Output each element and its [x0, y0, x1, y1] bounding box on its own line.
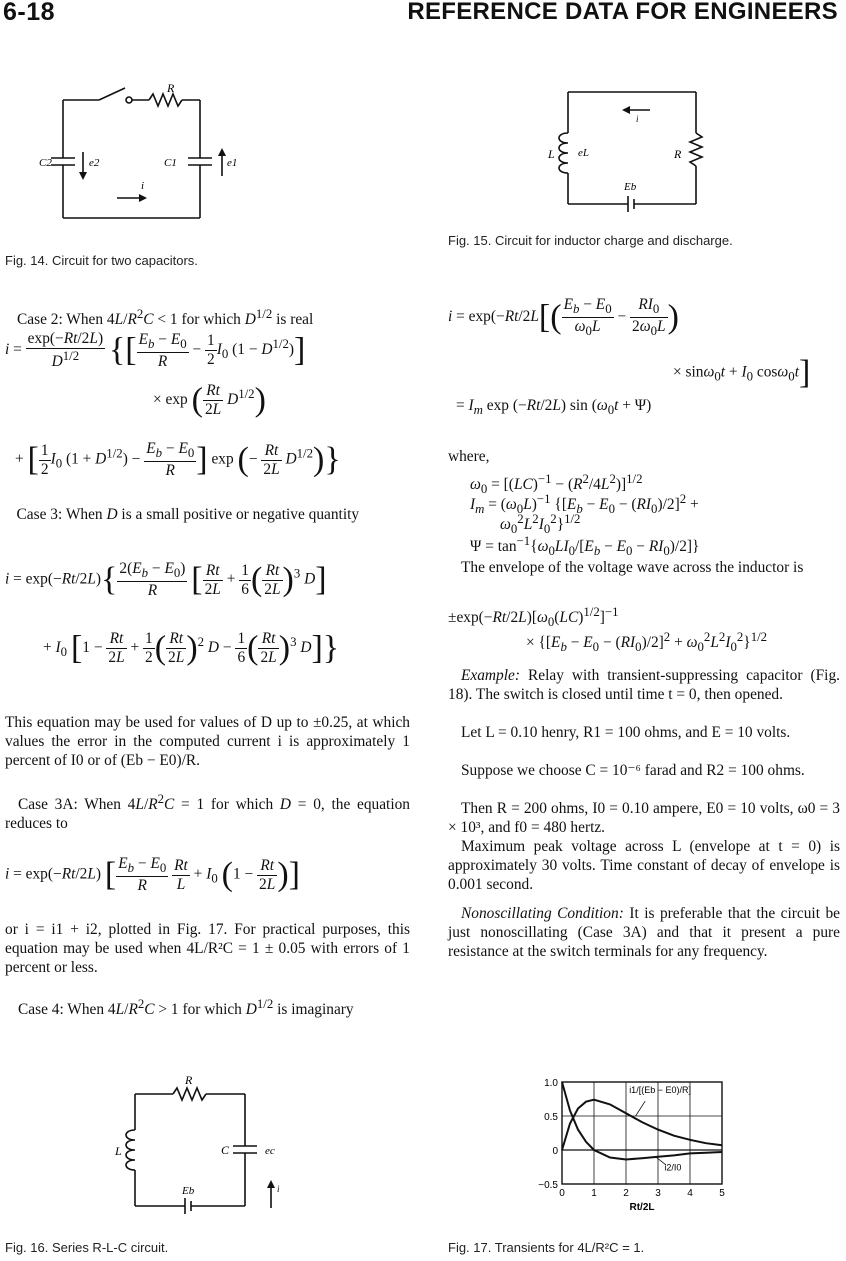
fig17-annotation-i1: i1/[(Eb − E0)/R] — [629, 1084, 691, 1095]
fig14-label-e2: e2 — [89, 157, 100, 169]
example-max: Maximum peak voltage across L (envelope at t = 0) is approximately 30 volts. Time constant of decay of envelope is 0.001 second. — [448, 838, 840, 893]
fig17-x-axis-label: Rt/2L — [629, 1202, 655, 1213]
fig17-y-tick-label: 1.0 — [544, 1078, 558, 1089]
example-label: Example: — [461, 667, 520, 684]
fig16-circuit-diagram — [105, 1070, 305, 1230]
fig14-label-c2: C2 — [39, 157, 52, 169]
envelope-equation-line1: $\pm\exp(-Rt/2L)[\omega_0(LC)^{1/2}]^{-1}$ — [448, 605, 619, 630]
fig14-circuit-diagram — [39, 80, 245, 230]
fig15-label-r: R — [674, 147, 682, 161]
fig14-label-c1: C1 — [164, 157, 177, 169]
definition-psi: $\Psi = \tan^{-1}\{\omega_0LI_0/[E_b - E_0 - RI_0)/2]$} — [470, 534, 700, 559]
example-then: Then R = 200 ohms, I0 = 0.10 ampere, E0 = 10 volts, ω0 = 3 × 10³, and f0 = 480 hertz. — [448, 800, 840, 836]
fig14-caption: Fig. 14. Circuit for two capacitors. — [5, 253, 198, 268]
fig16-label-c: C — [221, 1143, 230, 1157]
definition-im-line1: $I_m = (\omega_0L)^{-1}$ {$[E_b - E_0 - (RI_0)/2]^2$ + — [470, 492, 699, 517]
fig15-label-el: eL — [578, 147, 589, 159]
case2-equation-line2: × exp ( $\frac{Rt}{2L}$ $D^{1/2}$) — [153, 381, 266, 419]
fig17-annotation-leader-1 — [636, 1101, 646, 1116]
fig16-label-r: R — [185, 1073, 193, 1087]
case2-equation-line1: i = $\frac{\exp(-Rt/2L)}{D^{1/2}}$ {[ $\frac{E_b - E_0}{R}$ − $\frac{1}{2}$ $I_0$ $(1 - D^{1/2})$] — [5, 330, 306, 371]
fig15-label-eb: Eb — [624, 181, 637, 193]
fig15-label-i: i — [636, 114, 639, 124]
example-suppose: Suppose we choose C = 10⁻⁶ farad and R2 = 100 ohms. — [461, 762, 805, 779]
nonoscillating-label: Nonoscillating Condition: — [461, 905, 624, 922]
fig15-current-equation-line3: = $I_m$ exp (−Rt/2L) $\sin (\omega_0t + \Psi)$ — [456, 397, 652, 418]
definition-im-line2: $\omega_0^2L^2I_0^2\}^{1/2}$ — [500, 512, 581, 537]
case4-heading: Case 4: When $4L/R^2C > 1$ for which $D^{1/2}$ is imaginary — [18, 997, 354, 1019]
case2-equation-line3: + [ $\frac{1}{2}$ $I_0$ $(1 + D^{1/2})$ − $\frac{E_b - E_0}{R}$ ] exp (− $\frac{Rt}{2L}$ $D^{1/2}$)} — [15, 440, 341, 480]
example-paragraph — [448, 666, 840, 704]
page-header — [0, 0, 846, 30]
running-title: REFERENCE DATA FOR ENGINEERS — [407, 0, 838, 25]
fig17-x-tick-label: 2 — [623, 1188, 629, 1199]
fig15-caption: Fig. 15. Circuit for inductor charge and discharge. — [448, 233, 733, 248]
fig17-chart — [528, 1072, 748, 1222]
fig17-x-tick-label: 0 — [559, 1188, 565, 1199]
where-label: where, — [448, 448, 490, 465]
example-text: Relay with transient-suppressing capacitor (Fig. 18). The switch is closed until time t = 0, then opened. — [448, 667, 840, 703]
fig17-y-tick-label: −0.5 — [538, 1180, 558, 1191]
fig17-caption: Fig. 17. Transients for 4L/R²C = 1. — [448, 1240, 645, 1255]
nonoscillating-text: It is preferable that the circuit be just nonoscillating (Case 3A) and that it present a pure resistance at the switch terminals for any frequency. — [448, 905, 840, 960]
fig16-label-l: L — [115, 1144, 122, 1158]
case3a-equation: i = exp(−Rt/2L) [ $\frac{E_b - E_0}{R}$ $\frac{Rt}{L}$ + $I_0$ (1 − $\frac{Rt}{2L}$ )] — [5, 855, 300, 895]
fig15-circuit-diagram — [548, 78, 748, 228]
paragraph-plotted-fig17: or i = i1 + i2, plotted in Fig. 17. For practical purposes, this equation may be used when 4L/R²C = 1 ± 0.05 with errors of 1 percent or less. — [5, 921, 410, 976]
fig17-y-tick-label: 0 — [552, 1146, 558, 1157]
fig16-label-i: i — [277, 1184, 280, 1194]
fig14-label-i: i — [141, 180, 145, 192]
case3a-heading: Case 3A: When $4L/R^2C = 1$ for which D = 0, the equation reduces to — [5, 792, 410, 833]
fig17-annotation-i2: i2/I0 — [664, 1162, 682, 1173]
fig17-x-tick-label: 4 — [687, 1188, 693, 1199]
fig15-current-equation-line1: i = exp(−Rt/2L[( $\frac{E_b - E_0}{\omega_0L}$ − $\frac{RI_0}{2\omega_0L}$ ) — [448, 296, 679, 339]
fig16-label-eb: Eb — [182, 1185, 195, 1197]
fig17-x-tick-label: 1 — [591, 1188, 597, 1199]
fig17-x-tick-label: 3 — [655, 1188, 661, 1199]
case2-heading: Case 2: When $4L/R^2C < 1$ for which $D^{1/2}$ is real — [17, 307, 314, 329]
fig17-plot-frame — [562, 1082, 722, 1184]
paragraph-error-range: This equation may be used for values of D up to ±0.25, at which values the error in the computed current i is approximately 1 percent of I0 or of (Eb − E0)/R. — [5, 714, 410, 769]
fig16-label-ec: ec — [265, 1145, 275, 1157]
paragraph-envelope: The envelope of the voltage wave across the inductor is — [461, 559, 804, 576]
envelope-equation-line2: × $\{[E_b - E_0 - (RI_0)/2]^2 + \omega_0^2L^2I_0^2\}^{1/2}$ — [526, 630, 768, 655]
fig16-caption: Fig. 16. Series R-L-C circuit. — [5, 1240, 169, 1255]
fig15-label-l: L — [548, 147, 555, 161]
example-let: Let L = 0.10 henry, R1 = 100 ohms, and E = 10 volts. — [461, 724, 791, 741]
nonoscillating-paragraph — [448, 904, 840, 961]
case3-heading: Case 3: When D is a small positive or negative quantity — [5, 506, 360, 523]
case3-equation-line2: + $I_0$ [1 − $\frac{Rt}{2L}$ + $\frac{1}{2}$ ( $\frac{Rt}{2L}$ )$^2$ D − $\frac{1}{6}$ ( $\frac{Rt}{2L}$ )$^3$ D]} — [43, 629, 340, 667]
fig17-y-tick-label: 0.5 — [544, 1112, 558, 1123]
fig14-label-e1: e1 — [227, 157, 238, 169]
page-number: 6-18 — [3, 0, 56, 26]
fig14-label-r: R — [167, 81, 175, 95]
fig15-current-equation-line2: × $\sin\omega_0t + I_0$ cosω$_0$t] — [673, 354, 811, 391]
fig17-x-tick-label: 5 — [719, 1188, 725, 1199]
definition-omega0: $\omega_0 = [(LC)^{-1} - (R^2/4L^2)]^{1/2}$ — [470, 472, 643, 497]
case3-equation-line1: i = exp(−Rt/2L){ $\frac{2(E_b - E_0)}{R}$ [ $\frac{Rt}{2L}$ + $\frac{1}{6}$ ( $\frac{Rt}{2L}$ )$^3$ D] — [5, 560, 327, 600]
